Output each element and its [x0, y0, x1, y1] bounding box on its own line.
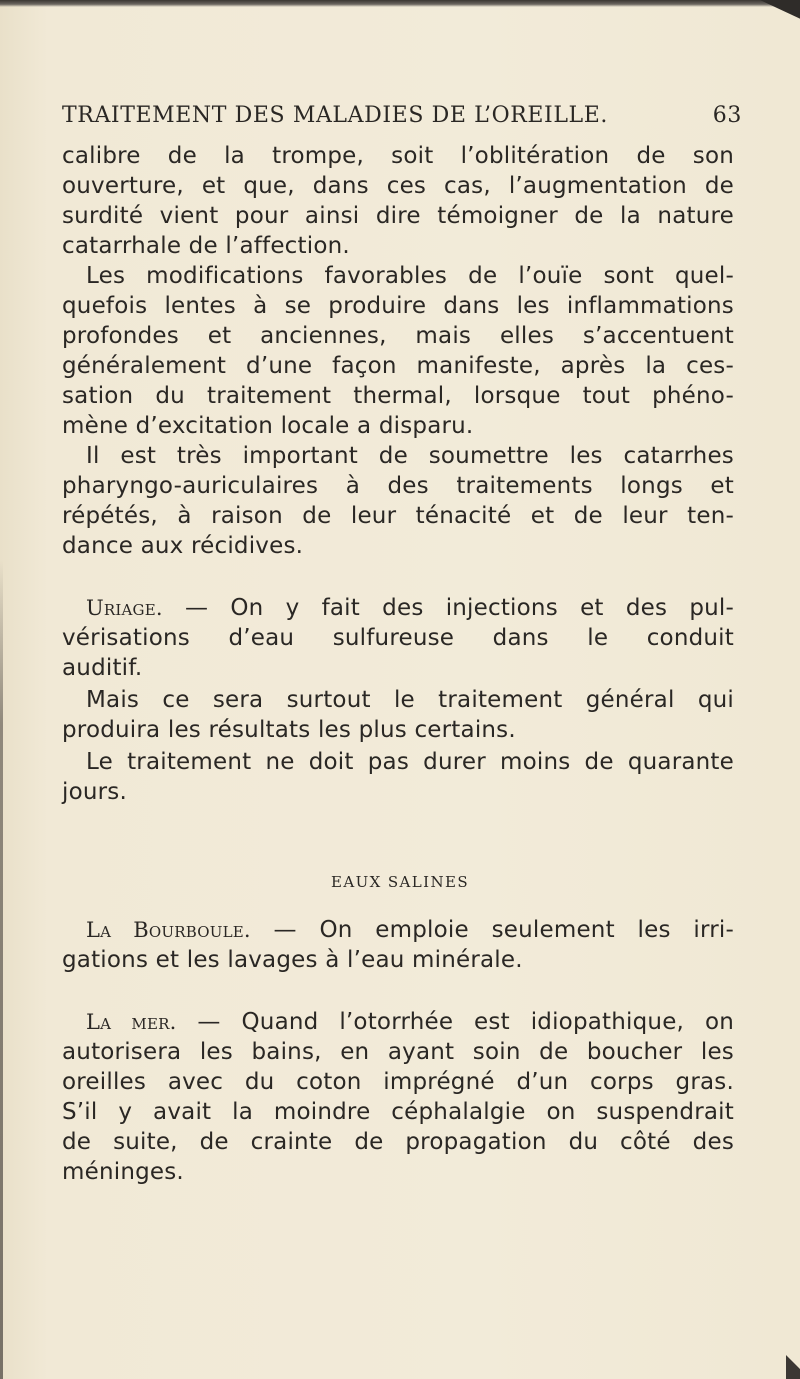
page-top-edge	[0, 0, 800, 7]
running-title: TRAITEMENT DES MALADIES DE L’OREILLE.	[62, 103, 609, 128]
text-line: répétés, à raison de leur ténacité et de leur ten-	[62, 503, 734, 529]
text-line: mène d’excitation locale a disparu.	[62, 413, 474, 439]
place-name-la-bourboule: La Bourboule.	[86, 918, 251, 942]
text-span: — On emploie seulement les irri-	[250, 917, 734, 943]
text-line: catarrhale de l’affection.	[62, 233, 350, 259]
page-gutter-shadow	[0, 560, 3, 1379]
text-line: oreilles avec du coton imprégné d’un corps gras.	[62, 1069, 734, 1095]
text-line: Il est très important de soumettre les catarrhes	[86, 443, 734, 469]
text-line: généralement d’une façon manifeste, après la ces-	[62, 353, 734, 379]
text-line: S’il y avait la moindre céphalalgie on suspendrait	[62, 1099, 734, 1125]
text-line: calibre de la trompe, soit l’oblitération de son	[62, 143, 734, 169]
section-title: EAUX SALINES	[330, 873, 470, 891]
text-line: auditif.	[62, 655, 143, 681]
text-line: surdité vient pour ainsi dire témoigner de la nature	[62, 203, 734, 229]
place-name-la-mer: La mer.	[86, 1010, 177, 1034]
page-number: 63	[712, 103, 742, 128]
text-line: méninges.	[62, 1159, 184, 1185]
page-corner-fold	[760, 0, 800, 34]
text-line: de suite, de crainte de propagation du côté des	[62, 1129, 734, 1155]
text-line: Mais ce sera surtout le traitement général qui	[86, 687, 734, 713]
paragraph-uriage-first-line	[86, 593, 734, 623]
text-span: — On y fait des injections et des pul-	[162, 595, 734, 621]
text-line: pharyngo-auriculaires à des traitements longs et	[62, 473, 734, 499]
text-line: profondes et anciennes, mais elles s’accentuent	[62, 323, 734, 349]
place-name-uriage: Uriage.	[86, 596, 163, 620]
page-corner-bottom	[786, 1349, 800, 1379]
running-header	[62, 103, 742, 133]
text-line: dance aux récidives.	[62, 533, 304, 559]
text-span: — Quand l’otorrhée est idiopathique, on	[176, 1009, 734, 1035]
text-line: jours.	[62, 779, 127, 805]
paragraph-la-mer-first-line	[86, 1007, 734, 1037]
text-line: Le traitement ne doit pas durer moins de quarante	[86, 749, 734, 775]
text-line: gations et les lavages à l’eau minérale.	[62, 947, 523, 973]
text-line: Les modifications favorables de l’ouïe sont quel-	[86, 263, 734, 289]
text-line: sation du traitement thermal, lorsque tout phéno-	[62, 383, 734, 409]
paragraph-bourboule-first-line	[86, 915, 734, 945]
text-line: quefois lentes à se produire dans les inflammations	[62, 293, 734, 319]
text-line: autorisera les bains, en ayant soin de boucher les	[62, 1039, 734, 1065]
text-line: ouverture, et que, dans ces cas, l’augmentation de	[62, 173, 734, 199]
text-line: vérisations d’eau sulfureuse dans le conduit	[62, 625, 734, 651]
text-line: produira les résultats les plus certains.	[62, 717, 516, 743]
